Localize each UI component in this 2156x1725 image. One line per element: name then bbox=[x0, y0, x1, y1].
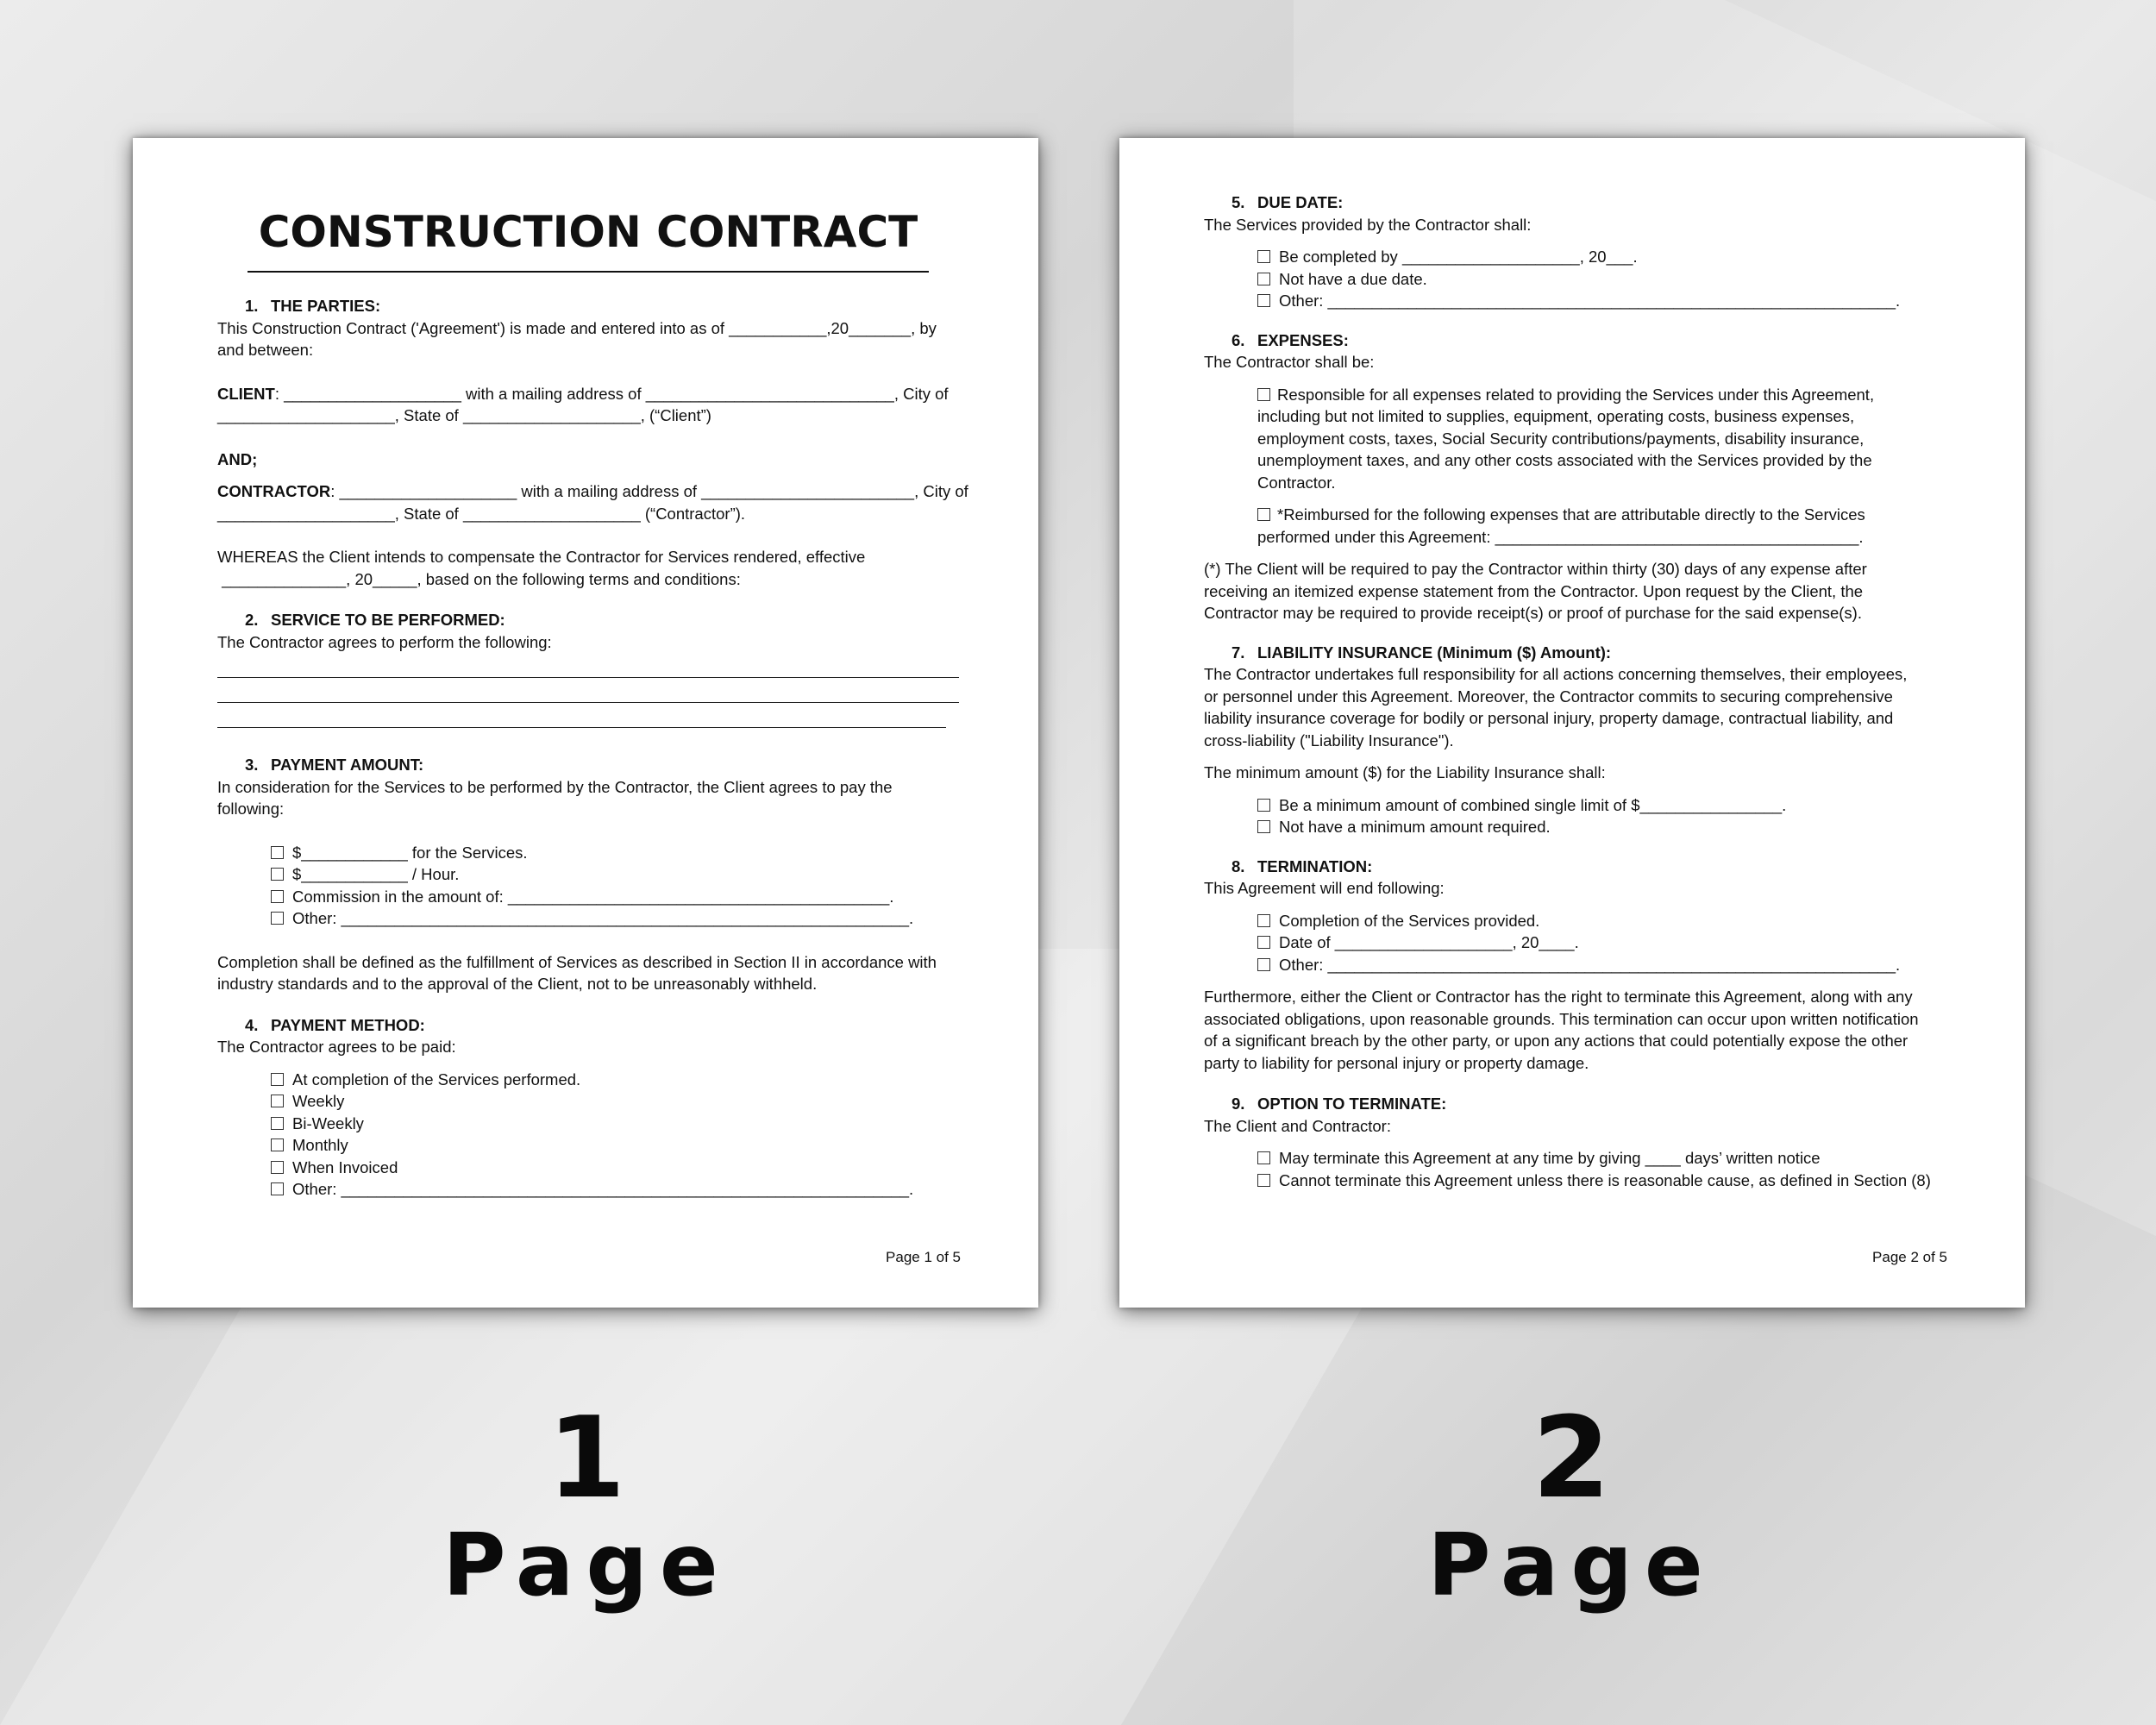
checkbox-option[interactable] bbox=[1257, 910, 1946, 932]
checkbox-icon[interactable] bbox=[271, 912, 284, 925]
checkbox-label: Other: ________________________________________________________________. bbox=[1279, 292, 1901, 310]
checkbox-label-line: unemployment taxes, and any other costs associated with the Services provided by the bbox=[1257, 451, 1872, 469]
contractor-field-line: : ____________________ with a mailing address of ________________________, City of bbox=[330, 482, 968, 500]
checkbox-option[interactable] bbox=[1257, 954, 1946, 976]
section-title: TERMINATION: bbox=[1257, 856, 1373, 875]
page-1-number-label: 1 bbox=[547, 1392, 626, 1523]
checkbox-label: Other: ________________________________________________________________. bbox=[292, 1180, 914, 1198]
checkbox-label: Be completed by ____________________, 20___. bbox=[1279, 248, 1638, 266]
section-heading-option-to-terminate bbox=[1232, 1093, 1946, 1115]
checkbox-icon[interactable] bbox=[1257, 388, 1270, 401]
checkbox-label-line: performed under this Agreement: _________________________________________. bbox=[1257, 527, 1864, 546]
client-field-line: ____________________, State of ____________________, (“Client”) bbox=[217, 406, 711, 424]
checkbox-option[interactable] bbox=[1257, 816, 1946, 838]
section-number: 8. bbox=[1232, 856, 1245, 875]
paragraph-line: of a significant breach by the other party, or upon any actions that could potentially expose the other bbox=[1204, 1032, 1908, 1050]
section-number: 2. bbox=[245, 611, 259, 629]
paragraph-line: liability insurance coverage for bodily or personal injury, property damage, contractual liability, and bbox=[1204, 709, 1894, 727]
paragraph-line: cross-liability ("Liability Insurance"). bbox=[1204, 731, 1454, 750]
section-number: 1. bbox=[245, 297, 259, 315]
section-title: THE PARTIES: bbox=[271, 297, 381, 315]
paragraph-line: industry standards and to the approval of the Client, not to be unreasonably withheld. bbox=[217, 975, 818, 993]
section-heading-expenses bbox=[1232, 329, 1946, 352]
paragraph-line: The Services provided by the Contractor shall: bbox=[1204, 215, 1532, 234]
checkbox-label: *Reimbursed for the following expenses that are attributable directly to the Services bbox=[1277, 505, 1865, 524]
checkbox-option[interactable] bbox=[271, 886, 959, 908]
checkbox-label-line: employment costs, taxes, Social Security contributions/payments, disability insurance, bbox=[1257, 429, 1865, 448]
checkbox-icon[interactable] bbox=[1257, 958, 1270, 971]
paragraph-line: or personnel under this Agreement. Moreover, the Contractor commits to securing comprehensive bbox=[1204, 687, 1893, 706]
section-heading-liability-insurance bbox=[1232, 642, 1946, 664]
checkbox-icon[interactable] bbox=[1257, 820, 1270, 833]
checkbox-label: At completion of the Services performed. bbox=[292, 1070, 581, 1088]
checkbox-option[interactable] bbox=[271, 1134, 959, 1157]
checkbox-label: $____________ for the Services. bbox=[292, 843, 528, 862]
page-number: Page 1 of 5 bbox=[886, 1249, 961, 1265]
checkbox-option[interactable] bbox=[271, 1090, 959, 1113]
checkbox-icon[interactable] bbox=[271, 846, 284, 859]
checkbox-label: Completion of the Services provided. bbox=[1279, 911, 1540, 930]
paragraph-line: party to liability for personal injury or property damage. bbox=[1204, 1053, 1589, 1072]
section-number: 3. bbox=[245, 756, 259, 774]
checkbox-icon[interactable] bbox=[1257, 250, 1270, 263]
section-heading-payment-method bbox=[245, 1014, 959, 1037]
client-label: CLIENT bbox=[217, 384, 275, 403]
checkbox-label: Other: ________________________________________________________________. bbox=[1279, 955, 1901, 974]
section-title: EXPENSES: bbox=[1257, 330, 1349, 349]
whereas-line: WHEREAS the Client intends to compensate the Contractor for Services rendered, effective bbox=[217, 548, 866, 566]
section-number: 4. bbox=[245, 1015, 259, 1034]
checkbox-label-line bbox=[1257, 384, 1946, 406]
document-page-2 bbox=[1119, 138, 2025, 1308]
checkbox-label: Weekly bbox=[292, 1092, 345, 1110]
checkbox-label: Be a minimum amount of combined single limit of $________________. bbox=[1279, 795, 1787, 814]
section-number: 7. bbox=[1232, 643, 1245, 662]
checkbox-option[interactable] bbox=[1257, 1147, 1946, 1170]
paragraph-line: (*) The Client will be required to pay the Contractor within thirty (30) days of any expense after bbox=[1204, 560, 1867, 578]
paragraph-line: In consideration for the Services to be performed by the Contractor, the Client agrees to pay the bbox=[217, 777, 893, 796]
page-2-word-label: Page bbox=[1427, 1515, 1715, 1615]
checkbox-label: Other: ________________________________________________________________. bbox=[292, 909, 914, 927]
checkbox-option[interactable] bbox=[1257, 504, 1946, 548]
paragraph-line: Furthermore, either the Client or Contractor has the right to terminate this Agreement, along with any bbox=[1204, 988, 1913, 1006]
paragraph-line: The Contractor undertakes full responsibility for all actions concerning themselves, their employees, bbox=[1204, 665, 1908, 683]
checkbox-option[interactable] bbox=[1257, 1170, 1946, 1192]
section-heading-termination bbox=[1232, 856, 1946, 878]
checkbox-icon[interactable] bbox=[1257, 508, 1270, 521]
checkbox-option[interactable] bbox=[271, 1113, 959, 1135]
paragraph-line: The minimum amount ($) for the Liability Insurance shall: bbox=[1204, 763, 1606, 781]
section-heading-due-date bbox=[1232, 191, 1946, 214]
checkbox-option[interactable] bbox=[1257, 794, 1946, 817]
checkbox-icon[interactable] bbox=[271, 1117, 284, 1130]
checkbox-option[interactable] bbox=[271, 842, 959, 864]
checkbox-option[interactable] bbox=[1257, 932, 1946, 954]
paragraph-line: The Contractor agrees to be paid: bbox=[217, 1038, 456, 1056]
paragraph-line: The Contractor agrees to perform the following: bbox=[217, 632, 552, 651]
checkbox-option[interactable] bbox=[1257, 268, 1946, 291]
paragraph-line: receiving an itemized expense statement from the Contractor. Upon request by the Client, the bbox=[1204, 581, 1864, 600]
section-title: DUE DATE: bbox=[1257, 193, 1344, 211]
checkbox-label: Commission in the amount of: ___________________________________________. bbox=[292, 887, 894, 906]
client-field-line: : ____________________ with a mailing address of ____________________________, City of bbox=[274, 384, 949, 403]
section-number: 6. bbox=[1232, 330, 1245, 349]
checkbox-option[interactable] bbox=[1257, 290, 1946, 312]
checkbox-option[interactable] bbox=[271, 1178, 959, 1201]
checkbox-option[interactable] bbox=[1257, 246, 1946, 268]
checkbox-icon[interactable] bbox=[271, 868, 284, 881]
checkbox-icon[interactable] bbox=[1257, 1174, 1270, 1187]
section-title: LIABILITY INSURANCE (Minimum ($) Amount): bbox=[1257, 643, 1612, 662]
checkbox-label: Monthly bbox=[292, 1136, 348, 1154]
checkbox-icon[interactable] bbox=[271, 1182, 284, 1195]
section-heading-service bbox=[245, 609, 959, 631]
section-title: SERVICE TO BE PERFORMED: bbox=[271, 611, 505, 629]
paragraph-line: This Construction Contract ('Agreement') is made and entered into as of ___________,20_______, by bbox=[217, 318, 937, 337]
paragraph-line: This Agreement will end following: bbox=[1204, 879, 1445, 897]
section-title: OPTION TO TERMINATE: bbox=[1257, 1095, 1447, 1113]
section-title: PAYMENT AMOUNT: bbox=[271, 756, 424, 774]
paragraph-line: The Contractor shall be: bbox=[1204, 353, 1375, 371]
checkbox-label: May terminate this Agreement at any time by giving ____ days’ written notice bbox=[1279, 1149, 1821, 1167]
page-1-word-label: Page bbox=[442, 1515, 730, 1615]
section-heading-payment-amount bbox=[245, 754, 959, 776]
checkbox-label: Responsible for all expenses related to providing the Services under this Agreement, bbox=[1277, 385, 1875, 404]
checkbox-icon[interactable] bbox=[271, 890, 284, 903]
checkbox-icon[interactable] bbox=[1257, 799, 1270, 812]
blank-fill-line[interactable] bbox=[217, 703, 946, 728]
checkbox-option[interactable] bbox=[271, 907, 959, 930]
section-heading-parties bbox=[245, 295, 959, 317]
contractor-label: CONTRACTOR bbox=[217, 482, 331, 500]
paragraph-line: associated obligations, upon reasonable grounds. This termination can occur upon written notification bbox=[1204, 1009, 1919, 1028]
paragraph-line: following: bbox=[217, 800, 285, 818]
client-line bbox=[217, 383, 959, 405]
paragraph-line: Contractor may be required to provide receipt(s) or proof of purchase for the said expense(s). bbox=[1204, 604, 1862, 622]
page-2-number-label: 2 bbox=[1532, 1392, 1611, 1523]
section-number: 5. bbox=[1232, 193, 1245, 211]
title-underline bbox=[248, 271, 929, 273]
whereas-line: ______________, 20_____, based on the following terms and conditions: bbox=[217, 569, 741, 588]
paragraph-line: Completion shall be defined as the fulfillment of Services as described in Section II in accordance with bbox=[217, 952, 937, 971]
checkbox-icon[interactable] bbox=[271, 1095, 284, 1107]
checkbox-icon[interactable] bbox=[271, 1161, 284, 1174]
checkbox-icon[interactable] bbox=[1257, 1151, 1270, 1164]
checkbox-option[interactable] bbox=[271, 1157, 959, 1179]
checkbox-label: When Invoiced bbox=[292, 1157, 398, 1176]
checkbox-icon[interactable] bbox=[1257, 914, 1270, 927]
checkbox-option[interactable] bbox=[271, 1069, 959, 1091]
contractor-line bbox=[217, 480, 968, 503]
checkbox-label-line: Contractor. bbox=[1257, 473, 1336, 492]
checkbox-label: Not have a minimum amount required. bbox=[1279, 818, 1551, 836]
checkbox-option[interactable] bbox=[1257, 384, 1946, 494]
checkbox-label: Date of ____________________, 20____. bbox=[1279, 933, 1579, 951]
checkbox-icon[interactable] bbox=[271, 1073, 284, 1086]
checkbox-label: Not have a due date. bbox=[1279, 269, 1427, 288]
checkbox-icon[interactable] bbox=[271, 1138, 284, 1151]
document-title: CONSTRUCTION CONTRACT bbox=[258, 207, 918, 257]
checkbox-icon[interactable] bbox=[1257, 294, 1270, 307]
blank-fill-line[interactable] bbox=[217, 653, 959, 678]
and-label: AND; bbox=[217, 449, 258, 468]
checkbox-label-line bbox=[1257, 504, 1946, 526]
checkbox-label: Cannot terminate this Agreement unless there is reasonable cause, as defined in Section (8) bbox=[1279, 1170, 1931, 1189]
page-number: Page 2 of 5 bbox=[1872, 1249, 1947, 1265]
section-title: PAYMENT METHOD: bbox=[271, 1015, 425, 1034]
checkbox-icon[interactable] bbox=[1257, 936, 1270, 949]
section-number: 9. bbox=[1232, 1095, 1245, 1113]
blank-fill-line[interactable] bbox=[217, 678, 959, 703]
checkbox-label: $____________ / Hour. bbox=[292, 865, 460, 883]
paragraph-line: The Client and Contractor: bbox=[1204, 1116, 1391, 1135]
checkbox-label: Bi-Weekly bbox=[292, 1113, 364, 1132]
checkbox-icon[interactable] bbox=[1257, 273, 1270, 285]
paragraph-line: and between: bbox=[217, 341, 314, 359]
document-page-1 bbox=[133, 138, 1038, 1308]
checkbox-label-line: including but not limited to supplies, equipment, operating costs, business expenses, bbox=[1257, 407, 1855, 425]
checkbox-option[interactable] bbox=[271, 863, 959, 886]
contractor-field-line: ____________________, State of ____________________ (“Contractor”). bbox=[217, 504, 746, 523]
